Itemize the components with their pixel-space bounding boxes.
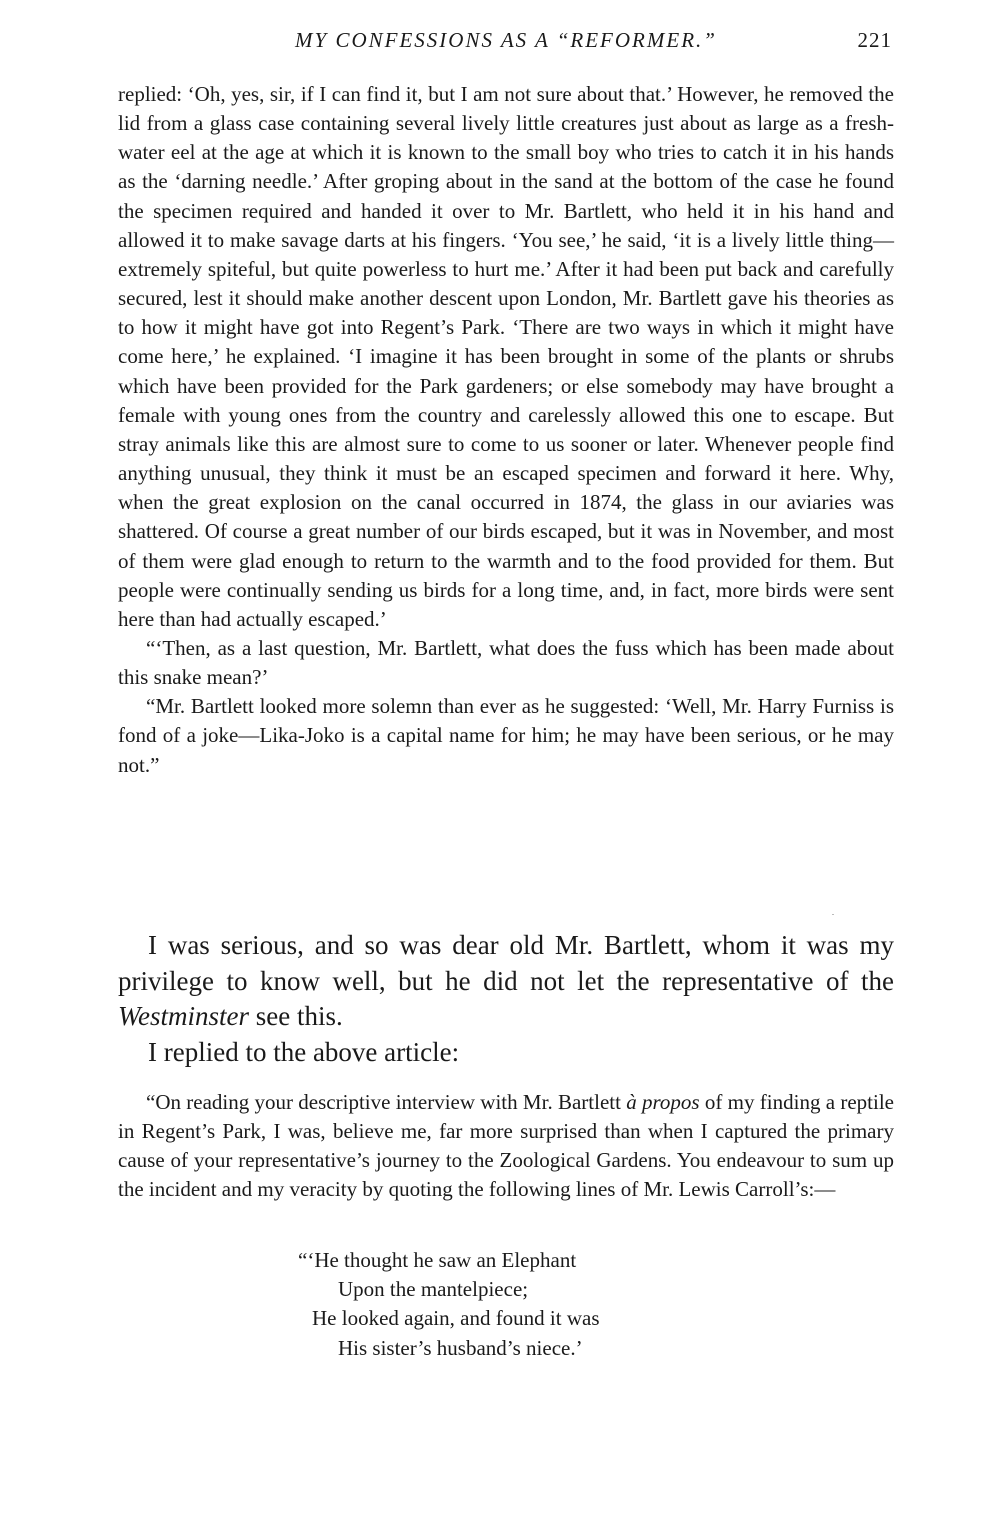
running-head xyxy=(118,28,894,56)
text-run: I was serious, and so was dear old Mr. Bartlett, whom it was my privilege to know well, but he did not let the representative of the xyxy=(118,930,894,996)
poem-line: He looked again, and found it was xyxy=(312,1306,600,1331)
italic-a-propos: à propos xyxy=(626,1090,700,1114)
body-quoted-text xyxy=(118,80,894,780)
stray-mark xyxy=(832,914,834,915)
body-letter-text xyxy=(118,1088,894,1205)
poem-line: His sister’s husband’s niece.’ xyxy=(338,1335,583,1360)
paragraph-bartlett-reply: “Mr. Bartlett looked more solemn than ever as he suggested: ‘Well, Mr. Harry Furniss is fond of a joke—Lika-Joko is a capital name for him; he may have been serious, or he may not.” xyxy=(118,694,894,777)
paragraph-letter xyxy=(118,1088,894,1205)
poem-line: “‘He thought he saw an Elephant xyxy=(298,1248,577,1272)
text-run: “On reading your descriptive interview with Mr. Bartlett xyxy=(146,1090,627,1114)
paragraph-i-was-serious xyxy=(118,928,894,1035)
poem-quote xyxy=(298,1246,758,1363)
paragraph-i-replied: I replied to the above article: xyxy=(148,1036,460,1067)
italic-westminster: Westminster xyxy=(118,1001,250,1032)
paragraph-interview-continued: replied: ‘Oh, yes, sir, if I can find it, but I am not sure about that.’ However, he removed the lid from a glass case containing several lively little creatures just about as large as a fresh-water eel at the age at which it is known to the small boy who tries to catch it in his hands as the ‘darning needle.’ After groping about in the sand at the bottom of the case he found the specimen required and handed it over to Mr. Bartlett, who held it in his hand and allowed it to make savage darts at his fingers. ‘You see,’ he said, ‘it is a lively little thing—extremely spiteful, but quite powerless to hurt me.’ After it had been put back and carefully secured, lest it should make another descent upon London, Mr. Bartlett gave his theories as to how it might have got into Regent’s Park. ‘There are two ways in which it might have come here,’ he explained. ‘I imagine it has been brought in some of the plants or shrubs which have been provided for the Park gardeners; or else somebody may have brought a female with young ones from the country and carelessly allowed this one to escape. But stray animals like this are almost sure to come to us sooner or later. Whenever people find anything unusual, they think it must be an escaped specimen and forward it here. Why, when the great explosion on the canal occurred in 1874, the glass in our aviaries was shattered. Of course a great number of our birds escaped, but it was in November, and most of them were glad enough to return to the warmth and to the food provided for them. But people were continually sending us birds for a long time, and, in fact, more birds were sent here than had actually escaped.’ xyxy=(118,82,894,631)
text-run: see this. xyxy=(249,1001,343,1032)
running-title: MY CONFESSIONS AS A “REFORMER.” xyxy=(295,28,717,52)
text-run: of my finding a reptile in Regent’s Park, I was, believe me, far more surprised than when I captured the primary cause of your representative’s journey to the Zoological Gardens. You endeavour to sum up the incident and my veracity by quoting the following lines of Mr. Lewis Carroll’s:— xyxy=(118,1090,894,1202)
paragraph-last-question: “‘Then, as a last question, Mr. Bartlett, what does the fuss which has been made about this snake mean?’ xyxy=(118,635,894,690)
body-author-text xyxy=(118,928,894,1070)
page-number: 221 xyxy=(857,28,892,52)
poem-line: Upon the mantelpiece; xyxy=(338,1277,529,1302)
